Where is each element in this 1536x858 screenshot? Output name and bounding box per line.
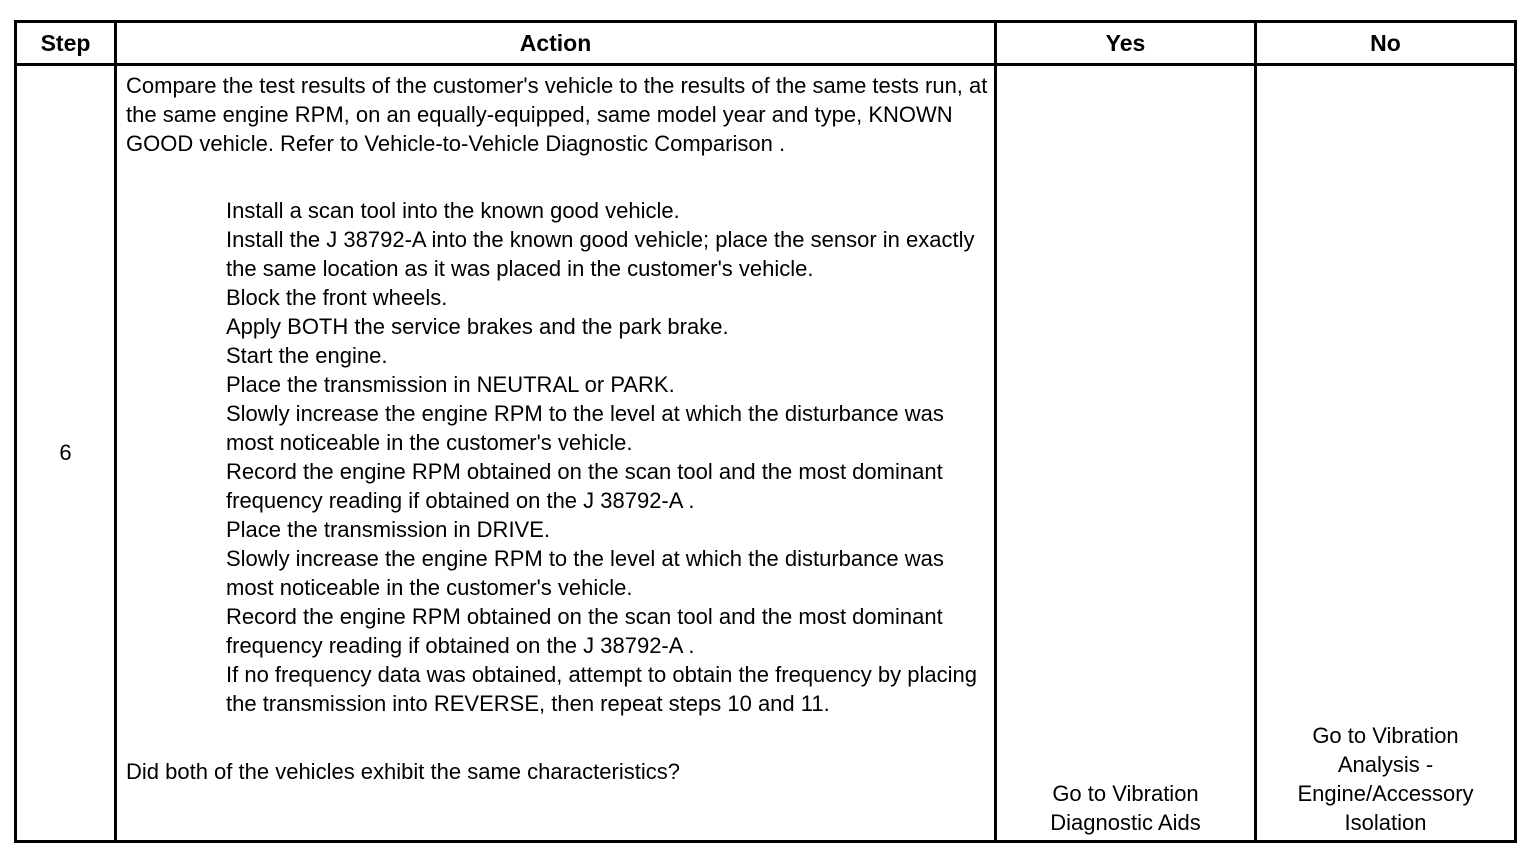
header-row <box>17 23 1517 66</box>
header-yes: Yes <box>997 23 1257 66</box>
list-item: If no frequency data was obtained, attempt to obtain the frequency by placing the transmission into REVERSE, then repeat steps 10 and 11. <box>226 662 977 716</box>
list-item: Apply BOTH the service brakes and the park brake. <box>226 314 729 339</box>
action-step-list <box>126 196 990 718</box>
yes-cell <box>997 66 1257 843</box>
list-item: Record the engine RPM obtained on the scan tool and the most dominant frequency reading if obtained on the J 38792-A . <box>226 604 943 658</box>
yes-result-link[interactable]: Go to Vibration Diagnostic Aids <box>1050 781 1201 835</box>
list-item: Slowly increase the engine RPM to the level at which the disturbance was most noticeable in the customer's vehicle. <box>226 546 944 600</box>
diagnostic-table <box>14 20 1517 843</box>
action-intro: Compare the test results of the customer's vehicle to the results of the same tests run, at the same engine RPM, on an equally-equipped, same model year and type, KNOWN GOOD vehicle. Refer to Vehicle-to-Vehicle Diagnostic Comparison . <box>126 73 988 156</box>
no-cell <box>1257 66 1517 843</box>
list-item: Place the transmission in NEUTRAL or PARK. <box>226 372 675 397</box>
table-row <box>17 66 1517 843</box>
list-item: Start the engine. <box>226 343 388 368</box>
list-item: Install a scan tool into the known good vehicle. <box>226 198 680 223</box>
list-item: Record the engine RPM obtained on the scan tool and the most dominant frequency reading if obtained on the J 38792-A . <box>226 459 943 513</box>
list-item: Block the front wheels. <box>226 285 448 310</box>
action-question: Did both of the vehicles exhibit the same characteristics? <box>126 759 680 784</box>
no-result-link[interactable]: Go to Vibration Analysis - Engine/Accessory Isolation <box>1297 723 1474 835</box>
list-item: Install the J 38792-A into the known good vehicle; place the sensor in exactly the same location as it was placed in the customer's vehicle. <box>226 227 975 281</box>
header-action: Action <box>117 23 997 66</box>
header-no: No <box>1257 23 1517 66</box>
list-item: Place the transmission in DRIVE. <box>226 517 551 542</box>
step-number: 6 <box>17 66 117 843</box>
list-item: Slowly increase the engine RPM to the level at which the disturbance was most noticeable in the customer's vehicle. <box>226 401 944 455</box>
action-cell <box>117 66 997 843</box>
header-step: Step <box>17 23 117 66</box>
